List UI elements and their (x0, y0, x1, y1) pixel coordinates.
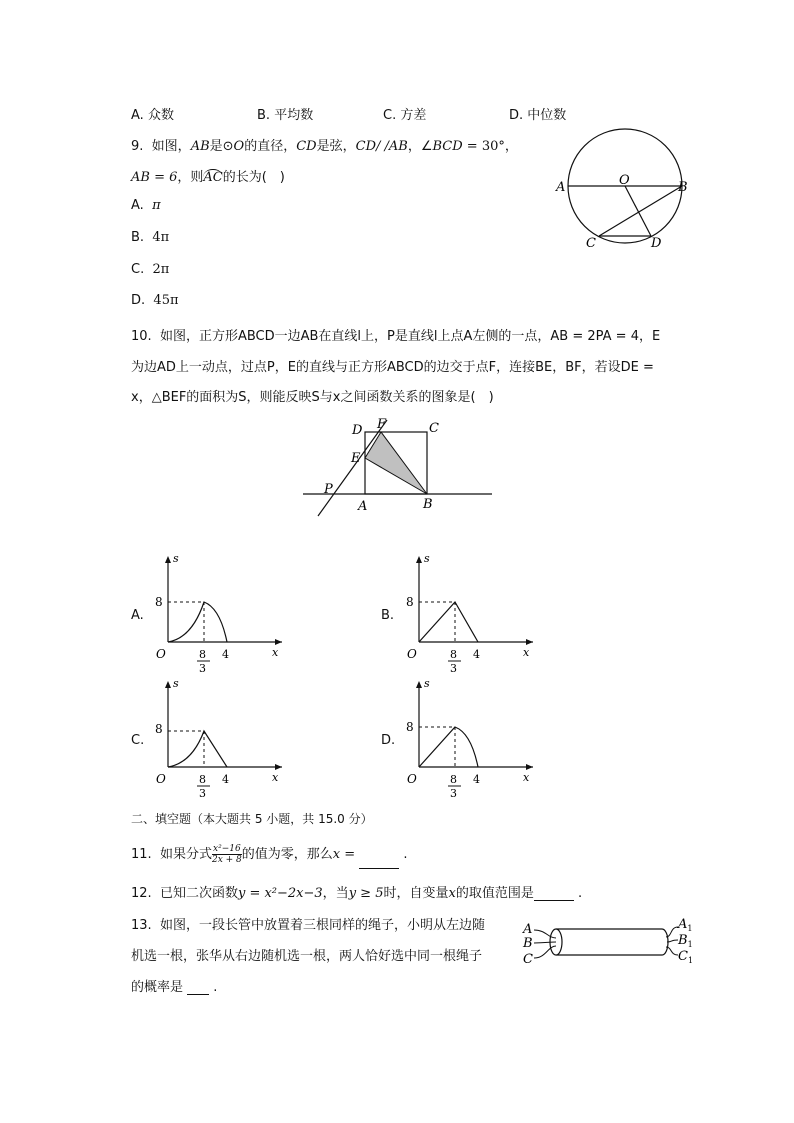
q11-fraction: $\frac{\text{x²−16}}{2x + 8}$ (211, 844, 242, 865)
axis-x: x (523, 646, 530, 659)
label-a: A (358, 499, 368, 514)
label-a: A (556, 180, 566, 195)
frac-den: 3 (450, 787, 457, 800)
tick-8: 8 (406, 595, 414, 609)
q10-line-3: x，△BEF的面积为S，则能反映S与x之间函数关系的图象是( ) (131, 390, 494, 405)
graph-curve (419, 602, 478, 642)
graph-a (150, 550, 290, 675)
origin-o: O (156, 647, 166, 661)
label-p: P (324, 482, 333, 497)
tick-4: 4 (222, 773, 229, 786)
segment-od (625, 186, 651, 236)
frac-den: 3 (199, 662, 206, 675)
origin-o: O (407, 772, 417, 786)
label-c: C (429, 421, 439, 436)
label-b: B (678, 180, 688, 195)
label-a1: $A_1$ (678, 917, 693, 933)
tick-8: 8 (406, 720, 414, 734)
q13-tube-figure (518, 913, 696, 973)
label-c1: $C_1$ (678, 949, 694, 965)
q8-option-b: B. 平均数 (257, 108, 314, 123)
q8-option-d: D. 中位数 (509, 108, 567, 123)
graph-curve (168, 731, 227, 767)
axis-s: s (424, 552, 430, 565)
frac-num: 8 (450, 773, 457, 786)
label-o: O (619, 173, 630, 188)
q13-line-1: 13. 如图，一段长管中放置着三根同样的绳子，小明从左边随 (131, 918, 485, 933)
question-11: 11. 如果分式 $\frac{\text{x²−16}}{2x + 8}$ 的值为零，那么x = . (131, 841, 408, 869)
q11-answer-blank[interactable] (359, 850, 399, 869)
origin-o: O (156, 772, 166, 786)
frac-num: 8 (199, 773, 206, 786)
q9-option-c: C. 2π (131, 262, 170, 277)
q9-option-d: D. 45π (131, 293, 179, 308)
q9-option-a: A. π (131, 198, 161, 213)
frac-den: 3 (199, 787, 206, 800)
q13-line-2: 机选一根，张华从右边随机选一根，两人恰好选中同一根绳子 (131, 949, 483, 964)
tick-8: 8 (155, 722, 163, 736)
section-heading: 二、填空题（本大题共 5 小题，共 15.0 分） (131, 812, 373, 826)
y-arrow (165, 681, 171, 688)
tick-4: 4 (222, 648, 229, 661)
q10-line-2: 为边AD上一动点，过点P，E的直线与正方形ABCD的边交于点F，连接BE，BF，若设DE = (131, 360, 654, 375)
label-b1: $B_1$ (678, 933, 693, 949)
label-c: C (523, 952, 533, 967)
frac-den: 3 (450, 662, 457, 675)
axis-x: x (272, 771, 279, 784)
axis-s: s (424, 677, 430, 690)
axis-x: x (523, 771, 530, 784)
label-c: C (586, 236, 596, 251)
x-arrow (275, 764, 282, 770)
graph-d-letter: D. (381, 733, 396, 748)
q9-circle-figure (552, 128, 702, 253)
label-d: D (651, 236, 662, 251)
tube-body (556, 929, 668, 955)
x-arrow (275, 639, 282, 645)
graph-a-letter: A. (131, 608, 144, 623)
tick-4: 4 (473, 773, 480, 786)
graph-b-letter: B. (381, 608, 395, 623)
y-arrow (416, 681, 422, 688)
q8-option-a: A. 众数 (131, 108, 174, 123)
axis-s: s (173, 677, 179, 690)
label-b: B (423, 497, 433, 512)
graph-d (401, 675, 541, 800)
rope-b1-right (667, 940, 678, 942)
q9-option-b: B. 4π (131, 230, 170, 245)
x-arrow (526, 639, 533, 645)
q9-line-2: AB = 6，则AC的长为( ) (131, 170, 285, 185)
origin-o: O (407, 647, 417, 661)
q13-line-3: 的概率是 . (131, 980, 218, 995)
question-12: 12. 已知二次函数y = x²−2x−3，当y ≥ 5时，自变量x的取值范围是 . (131, 886, 583, 901)
label-a: A (523, 922, 533, 937)
tick-8: 8 (155, 595, 163, 609)
segment-cb (599, 186, 682, 236)
q10-line-1: 10. 如图，正方形ABCD一边AB在直线l上，P是直线l上点A左侧的一点，AB = 2PA = 4，E (131, 329, 661, 344)
q13-answer-blank[interactable] (187, 979, 209, 995)
label-f: F (377, 417, 387, 432)
x-arrow (526, 764, 533, 770)
frac-num: 8 (450, 648, 457, 661)
graph-curve (168, 602, 227, 642)
frac-num: 8 (199, 648, 206, 661)
tick-4: 4 (473, 648, 480, 661)
graph-c-letter: C. (131, 733, 145, 748)
triangle-bef (365, 432, 427, 494)
label-d: D (352, 423, 363, 438)
graph-c (150, 675, 290, 800)
axis-s: s (173, 552, 179, 565)
graph-curve (419, 727, 478, 767)
q8-option-c: C. 方差 (383, 108, 427, 123)
q10-square-figure (296, 412, 501, 522)
y-arrow (416, 556, 422, 563)
label-e: E (351, 451, 361, 466)
axis-x: x (272, 646, 279, 659)
label-b: B (523, 936, 533, 951)
q12-answer-blank[interactable] (534, 885, 574, 901)
y-arrow (165, 556, 171, 563)
q9-line-1: 9. 如图，AB是⊙O的直径，CD是弦，CD/ /AB，∠BCD = 30°， (131, 139, 518, 154)
graph-b (401, 550, 541, 675)
